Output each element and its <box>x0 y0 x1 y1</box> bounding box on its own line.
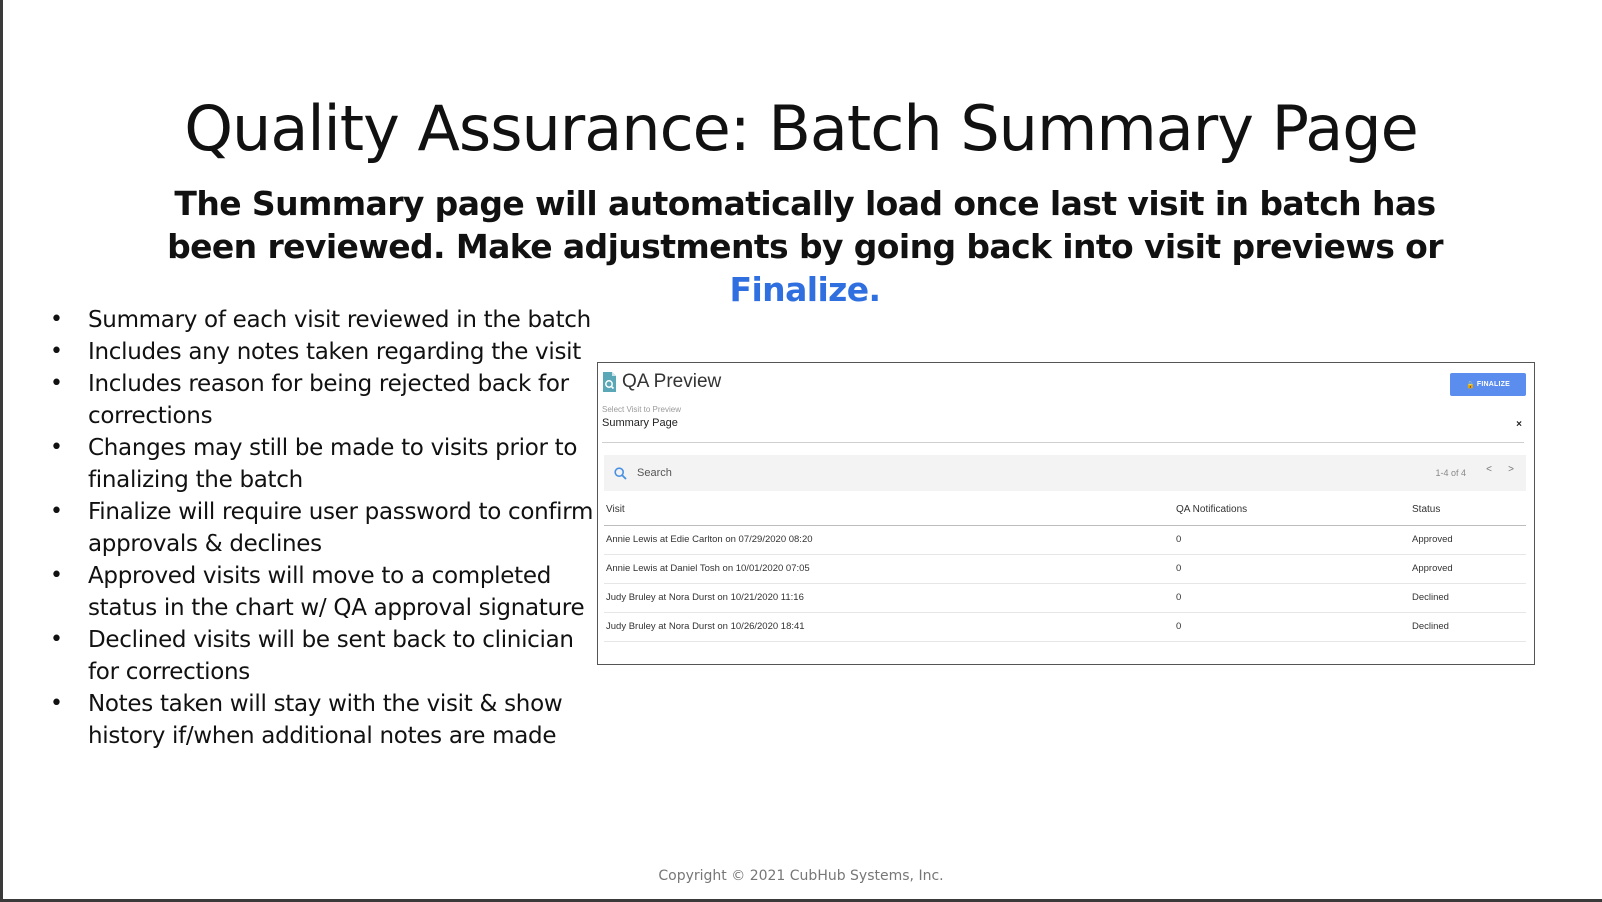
bullet-text: Summary of each visit reviewed in the batch <box>88 307 591 333</box>
bullet-item <box>48 368 608 432</box>
column-header-qa-notifications[interactable]: QA Notifications <box>1174 495 1410 525</box>
bullet-text: Approved visits will move to a completed status in the chart w/ QA approval signature <box>88 563 585 621</box>
visit-select-value: Summary Page <box>602 417 678 429</box>
bullet-text: Finalize will require user password to confirm approvals & declines <box>88 499 594 557</box>
status-cell: Approved <box>1410 525 1526 554</box>
bullet-dot-icon: • <box>50 435 63 460</box>
bullet-dot-icon: • <box>50 563 63 588</box>
finalize-button[interactable] <box>1450 373 1526 396</box>
visit-cell: Judy Bruley at Nora Durst on 10/21/2020 11:16 <box>604 583 1174 612</box>
visit-summary-table <box>604 495 1526 642</box>
status-cell: Declined <box>1410 583 1526 612</box>
visit-cell: Annie Lewis at Daniel Tosh on 10/01/2020 07:05 <box>604 554 1174 583</box>
subtitle-accent-text: Finalize. <box>729 270 881 309</box>
visit-cell: Annie Lewis at Edie Carlton on 07/29/2020 08:20 <box>604 525 1174 554</box>
qa-preview-header <box>602 369 721 395</box>
status-cell: Approved <box>1410 554 1526 583</box>
column-header-status[interactable]: Status <box>1410 495 1526 525</box>
column-header-visit[interactable]: Visit <box>604 495 1174 525</box>
status-cell: Declined <box>1410 612 1526 641</box>
bullet-item <box>48 688 608 752</box>
clear-icon[interactable]: × <box>1516 419 1522 430</box>
bullet-item <box>48 624 608 688</box>
chevron-right-icon[interactable]: > <box>1508 464 1514 475</box>
table-row[interactable] <box>604 583 1526 612</box>
bullet-text: Includes reason for being rejected back for corrections <box>88 371 569 429</box>
copyright-footer: Copyright © 2021 CubHub Systems, Inc. <box>658 868 944 884</box>
pager-count: 1-4 of 4 <box>1435 468 1466 478</box>
bullet-text: Notes taken will stay with the visit & show history if/when additional notes are made <box>88 691 563 749</box>
slide-title: Quality Assurance: Batch Summary Page <box>184 92 1418 165</box>
qa-preview-title: QA Preview <box>622 371 722 392</box>
table-row[interactable] <box>604 525 1526 554</box>
notifications-cell: 0 <box>1174 583 1410 612</box>
visit-select-label: Select Visit to Preview <box>602 405 681 414</box>
search-icon <box>614 467 627 480</box>
bullet-dot-icon: • <box>50 627 63 652</box>
visit-cell: Judy Bruley at Nora Durst on 10/26/2020 18:41 <box>604 612 1174 641</box>
subtitle-main-text: The Summary page will automatically load once last visit in batch has been reviewed. Make adjustments by going back into visit previews or <box>167 184 1443 266</box>
bullet-list <box>48 304 608 752</box>
table-row[interactable] <box>604 612 1526 641</box>
search-bar <box>604 455 1526 491</box>
bullet-dot-icon: • <box>50 691 63 716</box>
table-row[interactable] <box>604 554 1526 583</box>
bullet-item <box>48 432 608 496</box>
search-input[interactable] <box>637 467 937 479</box>
bullet-dot-icon: • <box>50 499 63 524</box>
notifications-cell: 0 <box>1174 525 1410 554</box>
qa-preview-panel <box>597 362 1535 665</box>
slide-subtitle <box>150 182 1460 311</box>
bullet-text: Declined visits will be sent back to clinician for corrections <box>88 627 574 685</box>
bullet-item <box>48 336 608 368</box>
notifications-cell: 0 <box>1174 554 1410 583</box>
document-search-icon <box>602 371 617 393</box>
visit-select[interactable] <box>602 405 1524 443</box>
notifications-cell: 0 <box>1174 612 1410 641</box>
bullet-dot-icon: • <box>50 339 63 364</box>
bullet-text: Changes may still be made to visits prior to finalizing the batch <box>88 435 578 493</box>
table-header-row <box>604 495 1526 525</box>
bullet-item <box>48 496 608 560</box>
bullet-dot-icon: • <box>50 371 63 396</box>
bullet-item <box>48 560 608 624</box>
bullet-item <box>48 304 608 336</box>
bullet-text: Includes any notes taken regarding the visit <box>88 339 581 365</box>
finalize-label: FINALIZE <box>1476 381 1511 388</box>
lock-icon: 🔒 <box>1465 381 1475 389</box>
bullet-dot-icon: • <box>50 307 63 332</box>
chevron-left-icon[interactable]: < <box>1486 464 1492 475</box>
